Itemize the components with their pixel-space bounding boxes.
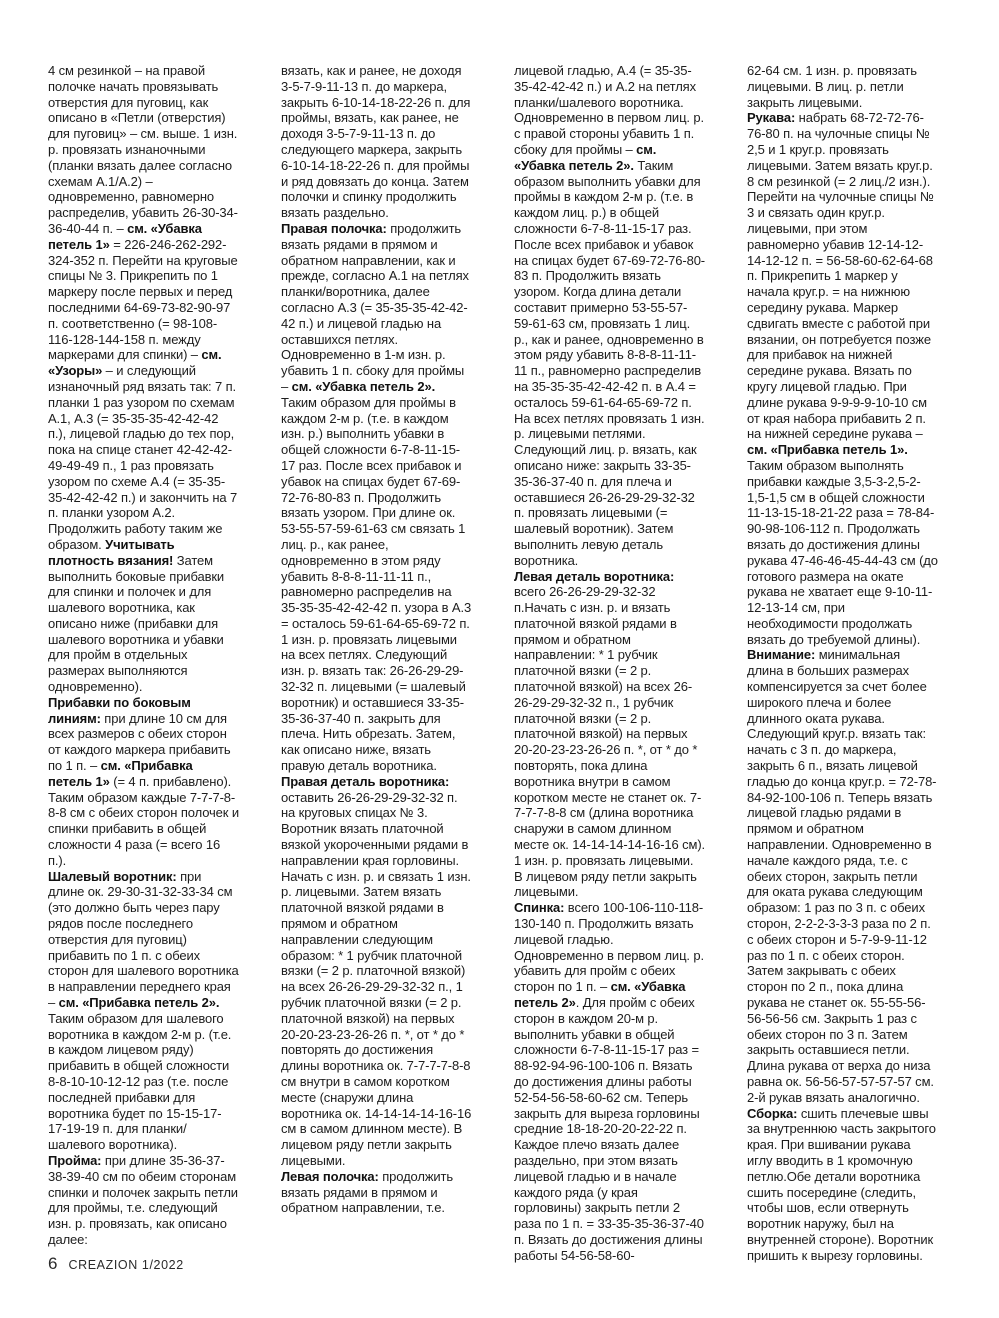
bold-run-in-label: Пройма: (48, 1152, 102, 1168)
paragraph (514, 63, 705, 569)
body-text: = 226-246-262-292-324-352 п. Перейти на круговые спицы № 3. Прикрепить по 1 маркеру после первых и перед последними 64-69-73-82-90-97 п. соответственно (= 98-108-116-128-144-158 п. между маркерами для спинки) – (48, 236, 238, 363)
page-footer (48, 1254, 184, 1274)
bold-run-in-label: см. «Узоры» (48, 347, 222, 379)
bold-run-in-label: Левая полочка: (281, 1168, 379, 1184)
body-text: при длине 35-36-37-38-39-40 см по обеим сторонам спинки и полочек закрыть петли для проймы, т.е. следующий изн. р. провязать, как описано далее: (48, 1152, 238, 1247)
body-text: Таким образом выполнить убавки для проймы в каждом 2-м р. (т.е. в каждом лиц. р.) в общей сложности 6-7-8-11-15-17 раз. После всех прибавок и убавок на спицах будет 67-69-72-76-80-83 п. Продолжить вязать узором. Когда длина детали составит примерно 53-55-57-59-61-63 см, провязать 1 лиц. р., как и ранее, одновременно в этом ряду убавить 8-8-8-11-11-11 п., равномерно распределив на 35-35-35-42-42-42 п. в А.4 = осталось 59-61-64-65-69-72 п. На всех петлях провязать 1 изн. р. лицевыми петлями. Следующий лиц. р. вязать, как описано ниже: закрыть 33-35-35-36-37-40 п. для плеча и оставшиеся 26-26-29-29-32-32 п. провязать лицевыми (= шалевый воротник). Затем выполнить левую деталь воротника. (514, 157, 706, 568)
body-text: продолжить вязать рядами в прямом и обратном направлении, как и прежде, согласно А.1 на петлях планки/воротника, далее согласно А.3 (= 35-35-35-42-42-42 п.) и лицевой гладью на оставшихся петлях. Одновременно в 1-м изн. р. убавить 1 п. сбоку для проймы – (281, 220, 469, 394)
bold-run-in-label: см. «Прибавка петель 1» (48, 758, 193, 789)
paragraph (747, 110, 938, 1105)
body-text: продолжить вязать рядами в прямом и обратном направлении, т.е. (281, 1168, 454, 1216)
body-text: 62-64 см. 1 изн. р. провязать лицевыми. В лиц. р. петли закрыть лицевыми. (747, 63, 917, 110)
body-text: (= 4 п. прибавлено). Таким образом каждые 7-7-7-8-8-8 см с обеих сторон полочек и спинки прибавить в общей сложности 4 раза (= всего 16 п.). (48, 773, 239, 868)
text-column-1 (48, 63, 239, 1264)
paragraph (48, 1153, 239, 1248)
bold-run-in-label: см. «Прибавка петель 2». (58, 995, 220, 1011)
bold-run-in-label: Прибавки по боковым линиям: (48, 694, 191, 726)
bold-run-in-label: Внимание: (747, 647, 816, 663)
body-text: оставить 26-26-29-29-32-32 п. на круговых спицах № 3. Воротник вязать платочной вязкой укороченными рядами в направлении края горловины. Начать с изн. р. и связать 1 изн. р. лицевыми. Затем вязать платочной вязкой рядами в прямом и обратном направлении следующим образом: * 1 рубчик платочной вязки (= 2 р. платочной вязкой) на всех 26-26-29-29-32-32 п., 1 рубчик платочной вязки (= 2 р. платочной вязкой) на первых 20-20-23-23-26-26 п. *, от * до * повторять до достижения длины воротника ок. 7-7-7-7-8-8 см внутри в самом коротком месте (снаружи длина воротника ок. 14-14-14-14-16-16 см в самом длинном месте). В лицевом ряду петли закрыть лицевыми. (281, 789, 472, 1168)
instruction-text-columns (48, 63, 938, 1264)
paragraph (514, 900, 705, 1263)
bold-run-in-label: Правая полочка: (281, 220, 387, 236)
bold-run-in-label: см. «Убавка петель 1» (48, 220, 202, 252)
body-text: Таким образом для проймы в каждом 2-м р. (т.е. в каждом изн. р.) выполнить убавки в общей сложности 6-7-8-11-15-17 раз. После всех прибавок и убавок на спицах будет 67-69-72-76-80-83 п. Продолжить вязать узором. При длине ок. 53-55-57-59-61-63 см связать 1 лиц. р., как ранее, одновременно в этом ряду убавить 8-8-8-11-11-11 п., равномерно распределив на 35-35-35-42-42-42 п. узора в А.3 = осталось 59-61-64-65-69-72 п. 1 изн. р. провязать лицевыми на всех петлях. Следующий изн. р. вязать так: 26-26-29-29-32-32 п. лицевыми (= шалевый воротник) и оставшиеся 33-35-35-36-37-40 п. закрыть для плеча. Нить обрезать. Затем, как описано ниже, вязать правую деталь воротника. (281, 394, 472, 774)
body-text: – и следующий изнаночный ряд вязать так: 7 п. планки 1 раз узором по схемам А.1, А.3 (= 35-35-35-42-42-42 п.), лицевой гладью до тех пор, пока на спице станет 42-42-42-49-49-49 п., 1 раз провязать узором по схеме А.4 (= 35-35-35-42-42-42 п.) и закончить на 7 п. планки узором А.2. Продолжить работу таким же образом. (48, 363, 238, 552)
body-text: минимальная длина в больших размерах компенсируется за счет более широкого плеча и более длинного оката рукава. Следующий круг.р. вязать так: начать с 3 п. до маркера, закрыть 6 п., вязать лицевой гладью до конца круг.р. = 72-78-84-92-100-106 п. Теперь вязать лицевой гладью рядами в прямом и обратном направлении. Одновременно в начале каждого ряда, т.е. с обеих сторон, закрыть петли для оката рукава следующим образом: 1 раз по 3 п. с обеих сторон, 2-2-2-3-3-3 раза по 2 п. с обеих сторон и 5-7-9-9-11-12 раз по 1 п. с обеих сторон. Затем закрывать с обеих сторон по 2 п., пока длина рукава не станет ок. 55-55-56-56-56-56 см. Закрыть 1 раз с обеих сторон по 3 п. Затем закрыть оставшиеся петли. Длина рукава от верха до низа равна ок. 56-56-57-57-57-57 см. 2-й рукав вязать аналогично. (747, 647, 937, 1105)
paragraph (48, 695, 239, 869)
paragraph (281, 774, 472, 1169)
text-column-4 (747, 63, 938, 1264)
bold-run-in-label: Левая деталь воротника: (514, 568, 675, 584)
bold-run-in-label: см. «Убавка петель 2». (291, 378, 436, 394)
bold-run-in-label: Рукава: (747, 110, 796, 126)
body-text: при длине ок. 29-30-31-32-33-34 см (это должно быть через пару рядов после последнего отверстия для пуговиц) прибавить по 1 п. с обеих сторон для шалевого воротника в направлении переднего края – (48, 868, 239, 1011)
body-text: 4 см резинкой – на правой полочке начать провязывать отверстия для пуговиц, как описано в «Петли (отверстия) для пуговиц» – см. выше. 1 изн. р. провязать изнаночными (планки вязать далее согласно схемам А.1/А.2) – одновременно, равномерно распределив, убавить 26-30-34-36-40-44 п. – (48, 63, 238, 236)
paragraph (48, 869, 239, 1153)
body-text: всего 100-106-110-118-130-140 п. Продолжить вязать лицевой гладью. Одновременно в первом лиц. р. убавить для пройм с обеих сторон по 1 п. – (514, 900, 704, 995)
bold-run-in-label: Учитывать плотность вязания! (48, 536, 175, 568)
bold-run-in-label: Спинка: (514, 900, 565, 916)
body-text: . Для пройм с обеих сторон в каждом 20-м р. выполнить убавки в общей сложности 6-7-8-11-15-17 раз = 88-92-94-96-100-106 п. Вязать до достижения длины работы 52-54-56-58-60-62 см. Теперь закрыть для выреза горловины средние 18-18-20-20-22-22 п. Каждое плечо вязать далее раздельно, при этом вязать лицевой гладью и в начале каждого ряда (у края горловины) закрыть петли 2 раза по 1 п. = 33-35-35-36-37-40 п. Вязать до достижения длины работы 54-56-58-60- (514, 995, 704, 1263)
paragraph (281, 63, 472, 221)
body-text: всего 26-26-29-29-32-32 п.Начать с изн. р. и вязать платочной вязкой рядами в прямом и обратном направлении: * 1 рубчик платочной вязки (= 2 р. платочной вязкой) на всех 26-26-29-29-32-32 п., 1 рубчик платочной вязки (= 2 р. платочной вязкой) на первых 20-20-23-23-26-26 п. *, от * до * повторять, пока длина воротника внутри в самом коротком месте не станет ок. 7-7-7-7-8-8 см (длина воротника снаружи в самом длинном месте ок. 14-14-14-14-16-16 см). 1 изн. р. провязать лицевыми. В лицевом ряду петли закрыть лицевыми. (514, 584, 706, 900)
bold-run-in-label: см. «Убавка петель 2» (514, 979, 686, 1011)
text-column-3 (514, 63, 705, 1264)
paragraph (281, 221, 472, 774)
paragraph (514, 569, 705, 901)
bold-run-in-label: Правая деталь воротника: (281, 773, 450, 789)
paragraph (48, 63, 239, 695)
bold-run-in-label: Шалевый воротник: (48, 868, 177, 884)
paragraph (747, 63, 938, 110)
body-text: Таким образом выполнять прибавки каждые 3,5-3-2,5-2-1,5-1,5 см в общей сложности 11-13-15-18-21-22 раза = 78-84-90-98-106-112 п. Продолжать вязать до достижения длины рукава 47-46-46-45-44-43 см (до готового размера на окате рукава не хватает еще 9-10-11-12-13-14 см, при необходимости продолжать вязать до требуемой длины). (747, 457, 938, 647)
body-text: при длине 10 см для всех размеров с обеих сторон от каждого маркера прибавить по 1 п. – (48, 710, 231, 774)
text-column-2 (281, 63, 472, 1264)
bold-run-in-label: Сборка: (747, 1105, 798, 1121)
magazine-title: CREAZION 1/2022 (68, 1258, 184, 1272)
page-number: 6 (48, 1254, 58, 1273)
bold-run-in-label: см. «Убавка петель 2». (514, 141, 657, 173)
body-text: набрать 68-72-72-76-76-80 п. на чулочные спицы № 2,5 и 1 круг.р. провязать лицевыми. Затем вязать круг.р. 8 см резинкой (= 2 лиц./2 изн.). Перейти на чулочные спицы № 3 и связать один круг.р. лицевыми, при этом равномерно убавив 12-14-12-14-12-12 п. = 56-58-60-62-64-68 п. Прикрепить 1 маркер у начала круг.р. = на нижнюю середину рукава. Маркер сдвигать вместе с работой при вязании, он потребуется позже для прибавок на нижней середине рукава. Вязать по кругу лицевой гладью. При длине рукава 9-9-9-9-10-10 см от края набора прибавить 2 п. на нижней середине рукава – (747, 110, 934, 442)
body-text: Таким образом для шалевого воротника в каждом 2-м р. (т.е. в каждом лицевом ряду) прибавить в общей сложности 8-8-10-10-12-12 раз (т.е. после последней прибавки для воротника будет по 15-15-17-17-19-19 п. для планки/шалевого воротника). (48, 1010, 232, 1153)
body-text: сшить плечевые швы за внутреннюю часть закрытого края. При вшивании рукава иглу вводить в 1 кромочную петлю.Обе детали воротника сшить посередине (следить, чтобы шов, если отвернуть воротник наружу, был на внутренней стороне). Воротник пришить к вырезу горловины. (747, 1105, 936, 1263)
paragraph (747, 1106, 938, 1264)
bold-run-in-label: см. «Прибавка петель 1». (747, 442, 908, 458)
body-text: вязать, как и ранее, не доходя 3-5-7-9-11-13 п. до маркера, закрыть 6-10-14-18-22-26 п. для проймы, вязать, как ранее, не доходя 3-5-7-9-11-13 п. до следующего маркера, закрыть 6-10-14-18-22-26 п. для проймы и ряд довязать до конца. Затем полочки и спинку продолжить вязать раздельно. (281, 63, 471, 221)
body-text: лицевой гладью, А.4 (= 35-35-35-42-42-42 п.) и А.2 на петлях планки/шалевого воротника. Одновременно в первом лиц. р. с правой стороны убавить 1 п. сбоку для проймы – (514, 63, 704, 157)
body-text: Затем выполнить боковые прибавки для спинки и полочек и для шалевого воротника, как описано ниже (прибавки для шалевого воротника и убавки для пройм в отдельных размерах выполняются одновременно). (48, 552, 225, 695)
paragraph (281, 1169, 472, 1216)
